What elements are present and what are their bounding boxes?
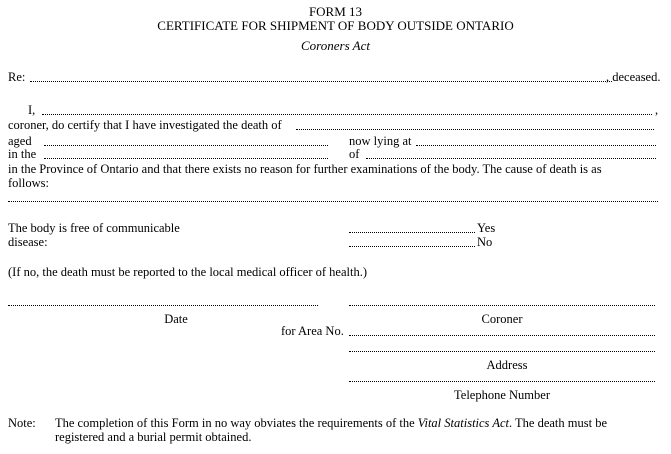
telephone-field[interactable] bbox=[349, 381, 655, 382]
note-label: Note: bbox=[8, 416, 36, 430]
date-label: Date bbox=[164, 312, 188, 326]
note-text-1a: The completion of this Form in no way obviates the requirements of the bbox=[55, 416, 418, 430]
form-number: FORM 13 bbox=[308, 4, 363, 19]
date-field[interactable] bbox=[8, 305, 318, 306]
follows-label: follows: bbox=[8, 176, 49, 190]
no-label: No bbox=[477, 235, 493, 249]
no-field[interactable] bbox=[349, 246, 475, 247]
note-text-1b: . The death must be bbox=[508, 416, 607, 430]
age-field[interactable] bbox=[44, 145, 328, 146]
province-text: in the Province of Ontario and that there exists no reason for further examinations of the body. The cause of death is as bbox=[8, 162, 602, 176]
cause-of-death-field[interactable] bbox=[8, 201, 658, 202]
act-name: Coroners Act bbox=[301, 38, 370, 53]
disease-label: disease: bbox=[8, 235, 48, 249]
deceased-name-field[interactable] bbox=[30, 81, 612, 82]
now-lying-label: now lying at bbox=[349, 134, 412, 148]
note-text-line-1 bbox=[55, 417, 607, 430]
vital-statistics-act: Vital Statistics Act bbox=[417, 416, 509, 430]
yes-field[interactable] bbox=[349, 232, 475, 233]
area-label: for Area No. bbox=[281, 324, 344, 338]
lying-at-field[interactable] bbox=[416, 145, 656, 146]
address-label: Address bbox=[486, 358, 528, 372]
area-number-field[interactable] bbox=[349, 335, 655, 336]
note-text-line-2: registered and a burial permit obtained. bbox=[55, 430, 252, 444]
deceased-suffix: , deceased. bbox=[606, 70, 661, 84]
coroner-certify-text: coroner, do certify that I have investigated the death of bbox=[8, 118, 282, 132]
yes-label: Yes bbox=[477, 221, 496, 235]
i-line-comma: , bbox=[655, 103, 659, 117]
coroner-label: Coroner bbox=[481, 312, 523, 326]
in-the-field[interactable] bbox=[44, 158, 328, 159]
of-label: of bbox=[349, 147, 360, 161]
in-the-label: in the bbox=[8, 147, 37, 161]
telephone-label: Telephone Number bbox=[454, 388, 550, 402]
of-field[interactable] bbox=[366, 158, 656, 159]
communicable-label: The body is free of communicable bbox=[8, 221, 180, 235]
coroner-signature-field[interactable] bbox=[349, 305, 655, 306]
if-no-note: (If no, the death must be reported to the local medical officer of health.) bbox=[8, 265, 368, 279]
aged-label: aged bbox=[8, 134, 32, 148]
address-field[interactable] bbox=[349, 351, 655, 352]
form-title: CERTIFICATE FOR SHIPMENT OF BODY OUTSIDE ONTARIO bbox=[157, 18, 514, 33]
coroner-name-field[interactable] bbox=[42, 114, 652, 115]
death-of-field[interactable] bbox=[296, 129, 654, 130]
i-label: I, bbox=[28, 103, 36, 117]
re-label: Re: bbox=[8, 70, 26, 84]
